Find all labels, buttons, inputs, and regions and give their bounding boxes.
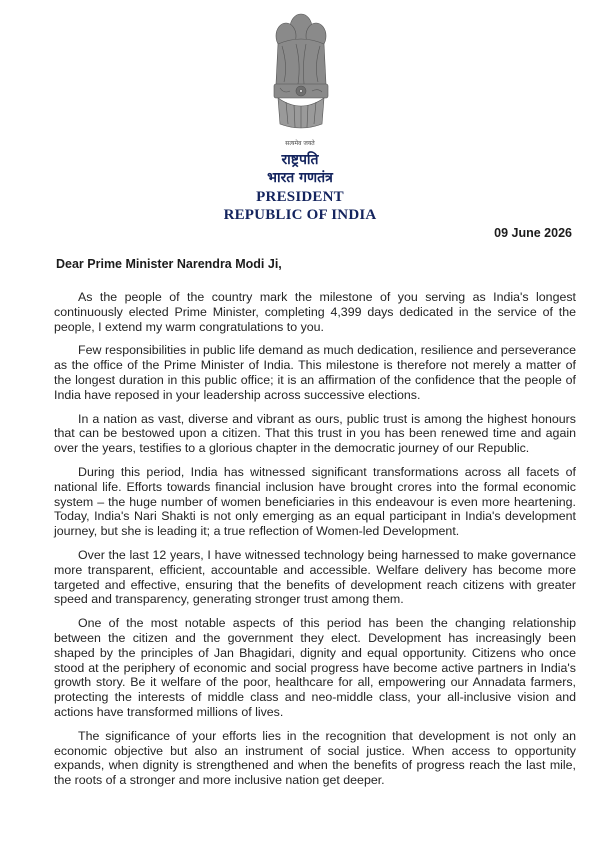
letterhead-subtitle: REPUBLIC OF INDIA xyxy=(223,207,377,223)
hindi-title: राष्ट्रपति xyxy=(281,152,319,168)
emblem-motto: सत्यमेव जयते xyxy=(285,140,315,147)
paragraph: During this period, India has witnessed significant transformations across all facets of national life. Efforts towards financial inclusion have brought crores into the formal economic system – the huge number of women beneficiaries in this endeavour is even more heartening. Today, India's Nari Shakti is not only emerging as an equal participant in India's development journey, but she is leading it; a true reflection of Women-led Development. xyxy=(54,464,576,539)
hindi-subtitle: भारत गणतंत्र xyxy=(267,170,333,186)
letterhead-title: PRESIDENT xyxy=(256,189,344,205)
salutation: Dear Prime Minister Narendra Modi Ji, xyxy=(56,257,282,271)
paragraph: One of the most notable aspects of this period has been the changing relationship between the citizen and the government they elect. Development has increasingly been shaped by the principles of Jan Bhagidari, dignity and equal opportunity. Citizens who once stood at the periphery of economic and social progress have become active partners in India's growth story. Be it welfare of the poor, healthcare for all, empowering our Annadata farmers, protecting the interests of middle class and neo-middle class, your all-inclusive vision and actions have transformed millions of lives. xyxy=(54,616,576,719)
state-emblem-icon xyxy=(266,6,336,136)
letter-date: 09 June 2026 xyxy=(494,226,572,240)
paragraph: Few responsibilities in public life demand as much dedication, resilience and perseverance as the office of the Prime Minister of India. This milestone is therefore not merely a matter of the longest duration in this public office; it is an affirmation of the confidence that the people of India have reposed in your leadership across successive elections. xyxy=(54,343,576,402)
paragraph: The significance of your efforts lies in the recognition that development is not only an economic objective but also an instrument of social justice. When access to opportunity expands, when dignity is strengthened and when the benefits of progress reach the last mile, the roots of a stronger and more inclusive nation get deeper. xyxy=(54,728,576,788)
letter-body xyxy=(54,290,576,797)
paragraph: In a nation as vast, diverse and vibrant as ours, public trust is among the highest honours that can be bestowed upon a citizen. That this trust in you has been renewed time and again over the years, testifies to a glorious chapter in the democratic journey of our Republic. xyxy=(54,411,576,456)
paragraph: As the people of the country mark the milestone of you serving as India's longest continuously elected Prime Minister, completing 4,399 days dedicated in the service of the people, I extend my warm congratulations to you. xyxy=(54,290,576,334)
paragraph: Over the last 12 years, I have witnessed technology being harnessed to make governance more transparent, efficient, accountable and accessible. Welfare delivery has become more targeted and effective, ensuring that the benefits of development reach citizens with greater speed and transparency, generating stronger trust among them. xyxy=(54,547,576,607)
